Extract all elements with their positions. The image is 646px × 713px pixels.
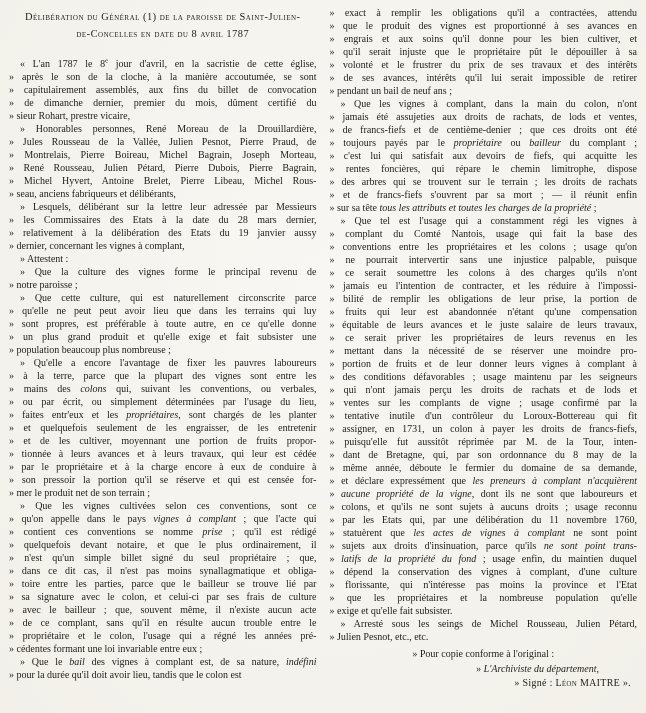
text-line: » que le produit des vignes est proportionné à ses avances en <box>329 21 637 32</box>
text-line: » même année, déboute le fermier du domaine de sa demande, <box>329 463 637 474</box>
text-line: » et de les cultiver, moyennant une portion de fruits propor- <box>9 436 317 447</box>
paragraph <box>9 253 317 266</box>
text-line: » rentes foncières, qui répare le chemin limitrophe, dispose <box>329 164 637 175</box>
text-line: » capitulairement assemblés, aux fins du billet de convocation <box>9 85 317 96</box>
text-line: » aucune propriété de la vigne, dont ils ne sont que laboureurs et <box>329 489 637 500</box>
text-line: » Que le bail des vignes à complant est, de sa nature, indéfini <box>20 657 317 668</box>
paragraph <box>9 500 317 656</box>
text-line: Délibération du Général (1) de la paroisse de Saint-Julien- <box>25 12 301 23</box>
text-line: » dant de Bretagne, qui, par son ordonnance du 8 may de la <box>329 450 637 461</box>
text-line: » engrais et aux soins qu'il donne pour les bien cultiver, et <box>329 34 637 45</box>
text-line: » de ce complant, sans qu'il en résulte aucun trouble entre le <box>9 618 317 629</box>
text-line: » complant du Comté Nantois, usage qui fait la base des <box>329 229 637 240</box>
text-line: » sa signature avec le colon, et celui-ci par ses frais de culture <box>9 592 317 603</box>
right-column <box>330 7 638 690</box>
text-line: » Que tel est l'usage qui a constamment régi les vignes à <box>340 216 637 227</box>
document-title <box>9 9 317 43</box>
text-line: » ventes sur les complants de vigne ; usage confirmé par la <box>329 398 637 409</box>
text-line: » statuèrent que les actes de vignes à complant ne sont point <box>329 528 637 539</box>
text-line: » Arresté sous les seings de Michel Rousseau, Julien Pétard, <box>340 619 637 630</box>
text-line: » Que la culture des vignes forme le principal revenu de <box>20 267 317 278</box>
text-line: » latifs de la propriété du fond ; usage enfin, du maintien duquel <box>329 554 637 565</box>
text-line: » équitable de leurs avances et le juste salaire de leurs travaux, <box>329 320 637 331</box>
text-line: » jamais eu l'intention de contracter, et les réduire à l'impossi- <box>329 281 637 292</box>
text-line: » mer le produit net de son terrain ; <box>9 488 151 499</box>
text-line: » par le propriétaire et à la charge encore à eux de conduire à <box>9 462 317 473</box>
text-line: » René Rousseau, Julien Pétard, Pierre Dubois, Pierre Bagrain, <box>9 163 317 174</box>
text-line: » des arbres qui se trouvent sur le terrain ; les droits de rachats <box>329 177 637 188</box>
text-line: » et déclare expressément que les preneurs à complant n'acquièrent <box>329 476 637 487</box>
text-line: » de francs-fiefs et de centième-denier ; que ces droits ont été <box>329 125 637 136</box>
text-line: » Que les vignes cultivées selon ces conventions, sont ce <box>20 501 317 512</box>
text-line: » Lesquels, délibérant sur la lettre leur adressée par Messieurs <box>20 202 317 213</box>
text-line: » exige et qu'elle fait subsister. <box>329 606 453 617</box>
text-line: » par les Etats qui, par une délibération du 11 novembre 1760, <box>329 515 637 526</box>
text-line: » n'est qu'un simple billet signé du seul propriétaire ; que, <box>9 553 317 564</box>
text-line: » mains des colons qui, suivant les conventions, ou verbales, <box>9 384 317 395</box>
text-line: » de ses avances, intérêts qu'il lui serait impossible de retirer <box>329 73 637 84</box>
paragraph <box>9 266 317 292</box>
paragraph <box>9 656 317 682</box>
paragraph <box>9 292 317 357</box>
text-line: » Jules Rousseau de la Vallée, Julien Pesnot, Pierre Praud, de <box>9 137 317 148</box>
text-line: » faites entr'eux et les propriétaires, sont chargés de les planter <box>9 410 317 421</box>
text-line: » avec le bailleur ; que, souvent même, il n'existe aucun acte <box>9 605 317 616</box>
paragraph <box>9 58 317 123</box>
text-line: » Montrelais, Pierre Boireau, Michel Bagrain, Joseph Morteau, <box>9 150 317 161</box>
text-line: » après le son de la cloche, à la manière accoutumée, se sont <box>9 72 317 83</box>
text-line: » dans ce dit cas, il n'est pas moins synallagmatique et obliga- <box>9 566 317 577</box>
text-line: » puisqu'elle fut aussitôt réprimée par M. de la Tour, inten- <box>329 437 637 448</box>
text-line: « L'an 1787 le 8e jour d'avril, en la sacristie de cette église, <box>20 58 317 70</box>
text-line: de-Concelles en date du 8 avril 1787 <box>76 29 250 40</box>
signature-name <box>330 677 638 690</box>
text-line: » à la terre, parce que la plupart des vignes sont entre les <box>9 371 317 382</box>
text-line: » toujours payés par le propriétaire ou bailleur du complant ; <box>329 138 637 149</box>
text-line: » cédentes formant une loi invariable entre eux ; <box>9 644 203 655</box>
text-line: » un plus grand produit et qu'elle exige et fait subsister une <box>9 332 317 343</box>
left-column <box>9 7 317 690</box>
text-line: » ce serait soumettre les colons à des charges qu'ils n'ont <box>329 268 637 279</box>
text-line: » les Commissaires des Etats à la date du 28 mars dernier, <box>9 215 317 226</box>
text-line: » portion de fruits et de leur donner leurs vignes à complant à <box>329 359 637 370</box>
text-line: » pour la durée qu'il doit avoir lieu, tandis que le colon est <box>9 670 242 681</box>
text-line: » Qu'elle a encore l'avantage de fixer les pauvres laboureurs <box>20 358 317 369</box>
text-line: » sujets aux droits d'insinuation, parce qu'ils ne sont point trans- <box>329 541 637 552</box>
paragraph <box>9 123 317 201</box>
text-line: » qui n'ont jamais perçu les droits de rachats et de lods et <box>329 385 637 396</box>
text-line: » propriétaire et le colon, l'usage qui a régné les années pré- <box>9 631 317 642</box>
text-line: » sur sa tête tous les attributs et toutes les charges de la propriété ; <box>329 203 597 214</box>
text-line: » sieur Rohart, prestre vicaire, <box>9 111 131 122</box>
text-line: » pendant un bail de neuf ans ; <box>329 86 452 97</box>
text-line: » conventions entre les propriétaires et les colons ; usage qu'on <box>329 242 637 253</box>
text-line: » Pour copie conforme à l'original : <box>412 649 555 660</box>
paragraph <box>9 201 317 253</box>
text-line: » tionnée à leurs avances et à leurs travaux, qui leur est cédée <box>9 449 317 460</box>
text-line: » Julien Pesnot, etc., etc. <box>329 632 429 643</box>
text-line: » Signé : Léon MAITRE ». <box>514 678 631 689</box>
text-line: » de dimanche dernier, premier du mois, dûment certifié du <box>9 98 317 109</box>
text-line: » ce serait priver les propriétaires de leurs revenus en les <box>329 333 637 344</box>
text-line: » et quelquefois seulement de les engraisser, de les entretenir <box>9 423 317 434</box>
text-line: » bilité de remplir les obligations de leur prise, la portion de <box>329 294 637 305</box>
text-line: » sont propres, est préférable à toute autre, en ce qu'elle donne <box>9 319 317 330</box>
text-line: » jamais été assujeties aux droits de rachats, de lods et ventes, <box>329 112 637 123</box>
text-line: » fruits qui leur est abandonnée n'étant qu'une compensation <box>329 307 637 318</box>
text-line: » relativement à la délibération des Etats du 19 janvier aussy <box>9 228 317 239</box>
paragraph <box>330 618 638 644</box>
text-line: » que les propriétaires et la nombreuse population qu'elle <box>329 593 637 604</box>
text-line: » qu'il serait injuste que le propriétaire pût le dépouiller à sa <box>329 47 637 58</box>
text-line: » Michel Hyvert, Antoine Brelet, Pierre Libeau, Michel Rous- <box>9 176 317 187</box>
text-line: » mettant dans la nécessité de se réserver une moindre pro- <box>329 346 637 357</box>
text-line: » ou par écrit, ou simplement déterminées par l'usage du lieu, <box>9 397 317 408</box>
text-line: » L'Archiviste du département, <box>476 664 599 675</box>
paragraph <box>9 357 317 500</box>
text-line: » contient ces conventions se nomme prise ; qu'il est rédigé <box>9 527 317 538</box>
text-line: » population beaucoup plus nombreuse ; <box>9 345 171 356</box>
text-line: » toire entre les parties, parce que le bailleur se trouve lié par <box>9 579 317 590</box>
text-line: » exact à remplir les obligations qu'il a contractées, attendu <box>329 8 637 19</box>
text-line: » quelquefois devant notaire, et que le plus ordinairement, il <box>9 540 317 551</box>
signature-role <box>330 663 638 676</box>
paragraph <box>330 98 638 215</box>
text-line: » son pressoir la portion qu'il se réserve et qui est censée for- <box>9 475 317 486</box>
paragraph-continued <box>330 7 638 98</box>
text-line: » assigner, en 1731, un colon à payer les droits de francs-fiefs, <box>329 424 637 435</box>
text-line: » dernier, concernant les vignes à complant, <box>9 241 185 252</box>
text-line: » Que cette culture, qui est naturellement circonscrite parce <box>20 293 317 304</box>
text-line: » qu'elle ne peut peut avoir lieu que dans les terrains qui luy <box>9 306 317 317</box>
text-line: » tentative inutile d'un contrôleur du Loroux-Bottereau qui fit <box>329 411 637 422</box>
text-line: » dépend la conservation des vignes à complant, d'une culture <box>329 567 637 578</box>
text-line: » Attestent : <box>20 254 69 265</box>
closing-centered <box>330 648 638 661</box>
text-line: » Honorables personnes, René Moreau de la Drouillardière, <box>20 124 317 135</box>
text-line: » et de francs-fiefs s'ouvrent par sa mort ; — il réunit enfin <box>329 190 637 201</box>
text-line: » notre paroisse ; <box>9 280 78 291</box>
text-line: » qu'on appelle dans le pays vignes à complant ; que l'acte qui <box>9 514 317 525</box>
text-line: » c'est lui qui satisfait aux devoirs de fiefs, qui acquitte les <box>329 151 637 162</box>
text-line: » colons, et qu'ils ne sont sujets à aucuns droits ; usage reconnu <box>329 502 637 513</box>
text-line: » florissante, qui n'intéresse pas moins la province et l'Etat <box>329 580 637 591</box>
text-line: » volonté et le frustrer du prix de ses travaux et des intérêts <box>329 60 637 71</box>
text-line: » seau, anciens fabriqueurs et délibérants, <box>9 189 176 200</box>
text-line: » des conditions défavorables ; usage maintenu par les seigneurs <box>329 372 637 383</box>
text-line: » ne pourrait intervertir sans une injustice palpable, puisque <box>329 255 637 266</box>
text-line: » Que les vignes à complant, dans la main du colon, n'ont <box>340 99 637 110</box>
paragraph <box>330 215 638 618</box>
